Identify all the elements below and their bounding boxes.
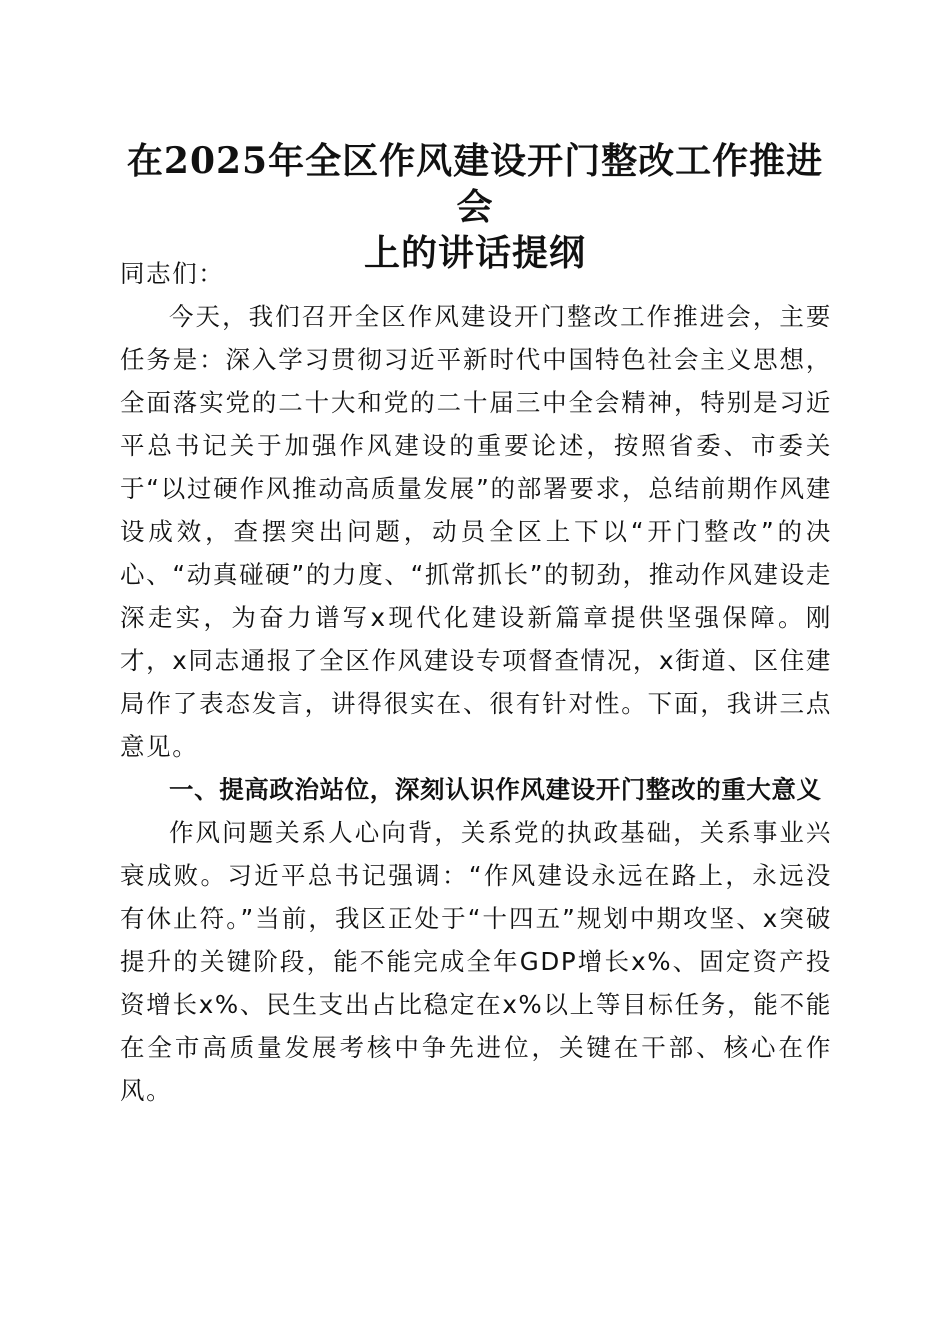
salutation: 同志们： xyxy=(120,259,225,288)
intro-paragraph: 今天，我们召开全区作风建设开门整改工作推进会，主要任务是：深入学习贯彻习近平新时代中国特色社会主义思想，全面落实党的二十大和党的二十届三中全会精神，特别是习近平总书记关于加强作风建设的重要论述，按照省委、市委关于“以过硬作风推动高质量发展”的部署要求，总结前期作风建设成效，查摆突出问题，动员全区上下以“开门整改”的决心、“动真碰硬”的力度、“抓常抓长”的韧劲，推动作风建设走深走实，为奋力谱写x现代化建设新篇章提供坚强保障。刚才，x同志通报了全区作风建设专项督查情况，x街道、区住建局作了表态发言，讲得很实在、很有针对性。下面，我讲三点意见。 xyxy=(120,302,832,761)
section-heading-1: 一、提高政治站位，深刻认识作风建设开门整改的重大意义 xyxy=(169,775,822,804)
title-line-2: 上的讲话提纲 xyxy=(363,232,586,274)
section-1-paragraph: 作风问题关系人心向背，关系党的执政基础，关系事业兴衰成败。习近平总书记强调：“作风建设永远在路上，永远没有休止符。”当前，我区正处于“十四五”规划中期攻坚、x突破提升的关键阶段，能不能完成全年GDP增长x%、固定资产投资增长x%、民生支出占比稳定在x%以上等目标任务，能不能在全市高质量发展考核中争先进位，关键在干部、核心在作风。 xyxy=(120,818,832,1105)
title-line-1: 在2025年全区作风建设开门整改工作推进会 xyxy=(126,140,824,228)
document-body xyxy=(120,252,832,1112)
